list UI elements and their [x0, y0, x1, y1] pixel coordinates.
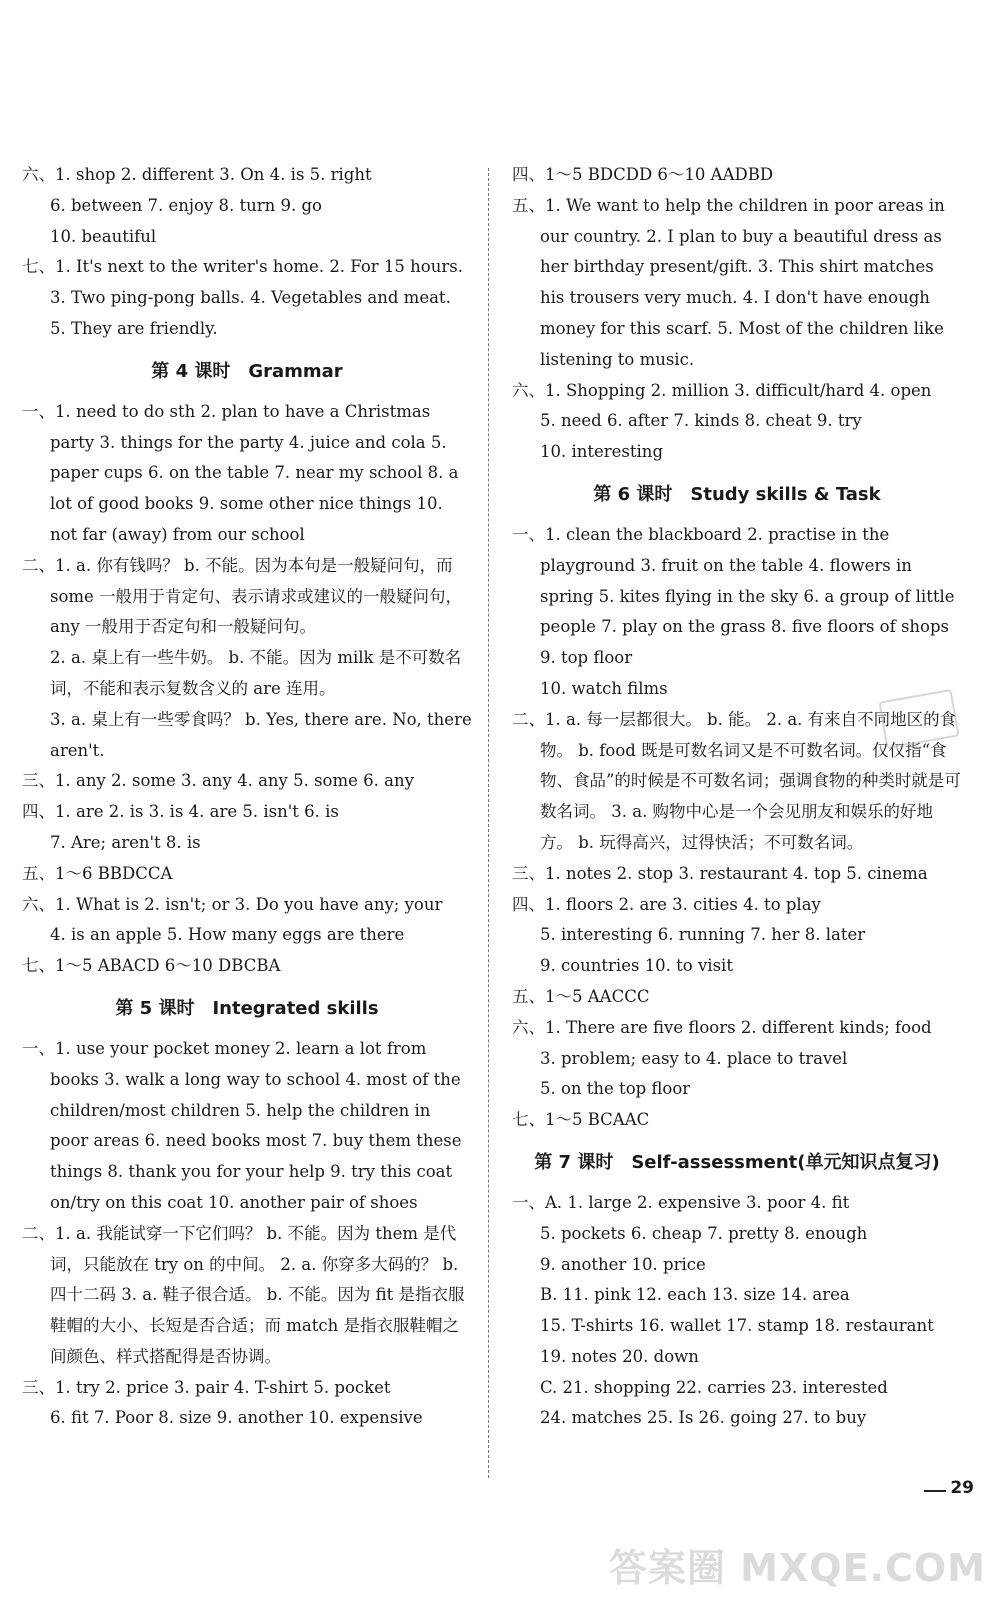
answer-line: 10. watch films	[540, 678, 668, 698]
answer-item: 五、1～6 BBDCCA	[22, 863, 173, 883]
answer-line: 9. countries 10. to visit	[540, 956, 733, 976]
section-heading: 第 6 课时 Study skills & Task	[593, 483, 881, 505]
section-heading: 第 7 课时 Self-assessment(单元知识点复习)	[534, 1151, 940, 1173]
answer-line: 5. They are friendly.	[50, 318, 218, 338]
page-number: 29	[950, 1478, 974, 1498]
answer-item: 七、1. It's next to the writer's home. 2. For 15 hours.	[22, 257, 463, 277]
section-heading: 第 5 课时 Integrated skills	[115, 997, 379, 1019]
site-watermark: 答案圈 MXQE.COM	[608, 1546, 986, 1590]
answer-line: 24. matches 25. Is 26. going 27. to buy	[540, 1408, 867, 1428]
answer-line: 6. between 7. enjoy 8. turn 9. go	[50, 195, 322, 215]
answer-line: C. 21. shopping 22. carries 23. interested	[540, 1377, 888, 1397]
answer-item: 一、A. 1. large 2. expensive 3. poor 4. fit	[512, 1192, 850, 1212]
answer-item: 七、1～5 BCAAC	[512, 1110, 650, 1130]
answer-item: 三、1. try 2. price 3. pair 4. T-shirt 5. pocket	[22, 1377, 391, 1397]
answer-line: 7. Are; aren't 8. is	[50, 832, 201, 852]
column-divider	[488, 168, 489, 1478]
answer-line: 3. a. 桌上有一些零食吗？ b. Yes, there are. No, there aren't.	[50, 709, 472, 760]
answer-item: 一、1. clean the blackboard 2. practise in the playground 3. fruit on the table 4. flowers in spring 5. kites flying in the sky 6. a group of little people 7. play on the grass 8. five floors of shops 9. top floor	[512, 524, 955, 668]
answer-line: 5. need 6. after 7. kinds 8. cheat 9. try	[540, 411, 862, 431]
answer-line: 5. on the top floor	[540, 1079, 691, 1099]
answer-line: 5. pockets 6. cheap 7. pretty 8. enough	[540, 1223, 868, 1243]
right-column	[512, 160, 962, 1434]
answer-line: B. 11. pink 12. each 13. size 14. area	[540, 1285, 850, 1305]
answer-item: 七、1～5 ABACD 6～10 DBCBA	[22, 956, 281, 976]
answer-item: 一、1. use your pocket money 2. learn a lot from books 3. walk a long way to school 4. most of the children/most children 5. help the children in poor areas 6. need books most 7. buy them these things 8. thank you for your help 9. try this coat on/try on this coat 10. another pair of shoes	[22, 1038, 462, 1212]
answer-line: 6. fit 7. Poor 8. size 9. another 10. expensive	[50, 1408, 423, 1428]
answer-item: 四、1. are 2. is 3. is 4. are 5. isn't 6. is	[22, 802, 339, 822]
answer-item: 六、1. There are five floors 2. different kinds; food	[512, 1017, 932, 1037]
answer-line: 3. Two ping-pong balls. 4. Vegetables and meat.	[50, 288, 451, 308]
answer-line: 4. is an apple 5. How many eggs are there	[50, 925, 405, 945]
answer-item: 五、1～5 AACCC	[512, 986, 650, 1006]
answer-item: 四、1. floors 2. are 3. cities 4. to play	[512, 894, 821, 914]
answer-line: 9. another 10. price	[540, 1254, 706, 1274]
section-heading: 第 4 课时 Grammar	[151, 360, 343, 382]
answer-line: 10. beautiful	[50, 226, 157, 246]
answer-item: 一、1. need to do sth 2. plan to have a Christmas party 3. things for the party 4. juice and cola 5. paper cups 6. on the table 7. near my school 8. a lot of good books 9. some other nice things 10. not far (away) from our school	[22, 401, 459, 544]
answer-item: 二、1. a. 我能试穿一下它们吗？ b. 不能。因为 them 是代词，只能放在 try on 的中间。 2. a. 你穿多大码的？ b. 四十二码 3. a. 鞋子很合适。 b. 不能。因为 fit 是指衣服鞋帽的大小、长短是否合适；而 match 是指衣服鞋帽之间颜色、样式搭配得是否协调。	[22, 1223, 465, 1366]
answer-item: 三、1. notes 2. stop 3. restaurant 4. top 5. cinema	[512, 863, 928, 883]
answer-item: 三、1. any 2. some 3. any 4. any 5. some 6. any	[22, 771, 414, 791]
answer-line: 15. T-shirts 16. wallet 17. stamp 18. restaurant	[540, 1316, 934, 1336]
answer-line: 2. a. 桌上有一些牛奶。 b. 不能。因为 milk 是不可数名词，不能和表示复数含义的 are 连用。	[50, 648, 462, 698]
left-column	[22, 160, 472, 1434]
answer-item: 六、1. What is 2. isn't; or 3. Do you have any; your	[22, 894, 443, 914]
answer-line: 19. notes 20. down	[540, 1346, 699, 1366]
answer-item: 四、1～5 BDCDD 6～10 AADBD	[512, 165, 774, 184]
answer-item: 六、1. Shopping 2. million 3. difficult/hard 4. open	[512, 380, 932, 400]
answer-line: 10. interesting	[540, 442, 664, 462]
answer-item: 二、1. a. 你有钱吗？ b. 不能。因为本句是一般疑问句，而 some 一般用于肯定句、表示请求或建议的一般疑问句，any 一般用于否定句和一般疑问句。	[22, 555, 463, 637]
answer-item: 六、1. shop 2. different 3. On 4. is 5. right	[22, 165, 372, 184]
answer-line: 3. problem; easy to 4. place to travel	[540, 1048, 848, 1068]
answer-item: 二、1. a. 每一层都很大。 b. 能。 2. a. 有来自不同地区的食物。 b. food 既是可数名词又是不可数名词。仅仅指“食物、食品”的时候是不可数名词；强调食物的种类时就是可数名词。 3. a. 购物中心是一个会见朋友和娱乐的好地方。 b. 玩得高兴，过得快活；不可数名词。	[512, 709, 961, 852]
answer-line: 5. interesting 6. running 7. her 8. later	[540, 925, 866, 945]
answer-item: 五、1. We want to help the children in poor areas in our country. 2. I plan to buy a beautiful dress as her birthday present/gift. 3. This shirt matches his trousers very much. 4. I don't have enough money for this scarf. 5. Most of the children like listening to music.	[512, 195, 945, 369]
page-number-dash	[924, 1490, 946, 1492]
